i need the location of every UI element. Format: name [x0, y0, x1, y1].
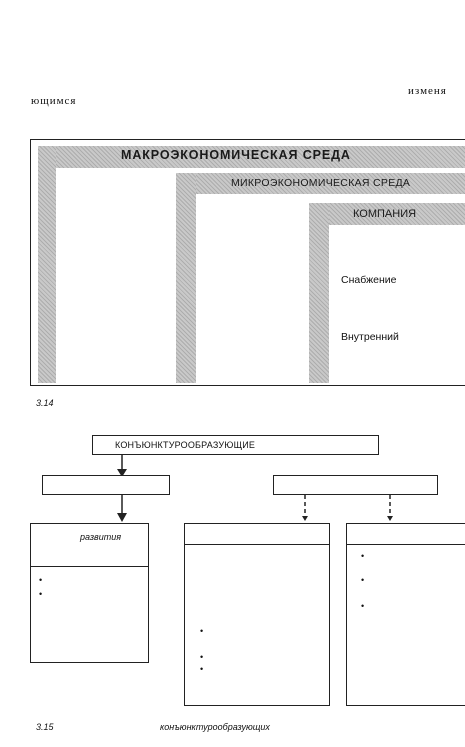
right-column-divider — [347, 544, 465, 545]
figure-3-15-caption-text: конъюнктурообразующих — [160, 722, 270, 732]
left-column-header: развития — [80, 532, 122, 542]
arrow-head — [387, 516, 393, 521]
left-column-box — [30, 523, 149, 663]
bullet: • — [361, 601, 365, 611]
bullet: • — [39, 575, 43, 585]
top-factor-box — [92, 435, 379, 455]
figure-3-15-caption-number: 3.15 — [36, 722, 54, 732]
figure-3-14-caption: 3.14 — [36, 398, 54, 408]
top-factor-label: КОНЪЮНКТУРООБРАЗУЮЩИЕ — [115, 440, 256, 450]
top-right-text: изменя — [408, 85, 447, 97]
right-group-box — [273, 475, 438, 495]
bullet: • — [39, 589, 43, 599]
bullet: • — [361, 575, 365, 585]
left-group-box — [42, 475, 170, 495]
macro-label: МАКРОЭКОНОМИЧЕСКАЯ СРЕДА — [121, 148, 351, 162]
top-left-text: ющимся — [31, 95, 77, 107]
arrow-head — [117, 513, 127, 522]
bullet: • — [361, 551, 365, 561]
bullet: • — [200, 664, 204, 674]
micro-label: МИКРОЭКОНОМИЧЕСКАЯ СРЕДА — [231, 177, 411, 189]
company-label: КОМПАНИЯ — [353, 208, 417, 220]
arrow-head — [302, 516, 308, 521]
bullet: • — [200, 626, 204, 636]
bullet: • — [200, 652, 204, 662]
middle-column-divider — [185, 544, 329, 545]
supply-label: Снабжение — [341, 274, 397, 286]
middle-column-box — [184, 523, 330, 706]
right-column-box — [346, 523, 465, 706]
left-column-divider — [31, 566, 148, 567]
internal-label: Внутренний — [341, 331, 399, 343]
